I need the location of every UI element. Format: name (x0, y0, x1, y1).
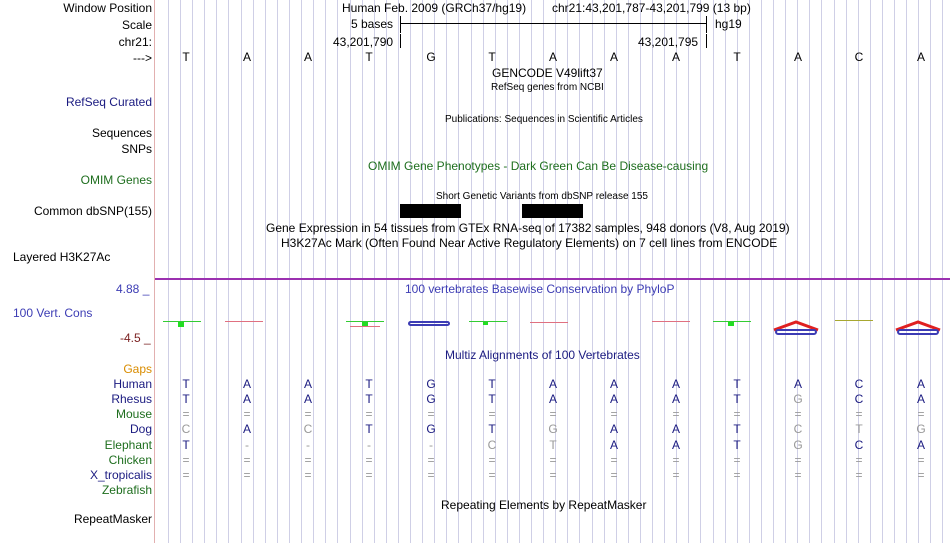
aligned-base: = (243, 453, 251, 467)
aligned-base: G (426, 392, 436, 406)
grid-line (398, 0, 399, 543)
aligned-base: = (917, 407, 925, 421)
conservation-mark (469, 321, 507, 322)
base-letter: A (303, 50, 312, 64)
aligned-base: = (182, 453, 190, 467)
aligned-base: C (854, 392, 864, 406)
aligned-base: = (672, 453, 680, 467)
base-letter: A (609, 50, 618, 64)
window-position-label: Window Position (63, 1, 152, 15)
aligned-base: A (303, 377, 312, 391)
aligned-base: = (427, 468, 435, 482)
grid-line (337, 0, 338, 543)
grid-line (894, 0, 895, 543)
aligned-base: A (303, 392, 312, 406)
aligned-base: = (243, 468, 251, 482)
base-letter: A (916, 50, 925, 64)
aligned-base: T (488, 377, 496, 391)
aligned-base: = (610, 453, 618, 467)
aligned-base: T (182, 392, 190, 406)
grid-line (640, 0, 641, 543)
aligned-base: = (733, 453, 741, 467)
species-label[interactable]: Gaps (123, 362, 152, 376)
chromosome-label: chr21: (118, 35, 152, 49)
aligned-base: T (733, 392, 741, 406)
aligned-base: T (365, 392, 373, 406)
aligned-base: C (487, 438, 497, 452)
aligned-base: = (488, 407, 496, 421)
grid-line (652, 0, 653, 543)
grid-line (289, 0, 290, 543)
omim-genes-label[interactable]: OMIM Genes (80, 173, 152, 187)
aligned-base: = (855, 453, 863, 467)
aligned-base: = (488, 468, 496, 482)
common-dbsnp-label[interactable]: Common dbSNP(155) (33, 204, 152, 218)
aligned-base: = (488, 453, 496, 467)
grid-line (386, 0, 387, 543)
aligned-base: T (365, 377, 373, 391)
omim-track-title[interactable]: OMIM Gene Phenotypes - Dark Green Can Be Disease-causing (368, 159, 709, 173)
coordinate-tick-left (400, 34, 401, 48)
aligned-base: G (793, 438, 803, 452)
grid-line (350, 0, 351, 543)
base-letter: T (182, 50, 190, 64)
grid-line (846, 0, 847, 543)
aligned-base: = (365, 407, 373, 421)
species-label[interactable]: Human (113, 377, 152, 391)
aligned-base: A (916, 377, 925, 391)
conservation-logo (772, 320, 820, 336)
species-label[interactable]: Dog (129, 422, 152, 436)
aligned-base: T (488, 422, 496, 436)
phylop-min-value: -4.5 _ (120, 331, 151, 345)
aligned-base: G (916, 422, 926, 436)
gencode-track-title[interactable]: GENCODE V49lift37 (492, 66, 603, 80)
aligned-base: A (916, 438, 925, 452)
grid-line (688, 0, 689, 543)
aligned-base: = (733, 407, 741, 421)
scale-bar (400, 16, 707, 33)
grid-line (410, 0, 411, 543)
aligned-base: = (855, 468, 863, 482)
grid-line (168, 0, 169, 543)
position-range[interactable]: chr21:43,201,787-43,201,799 (13 bp) (552, 1, 751, 15)
aligned-base: A (671, 438, 680, 452)
grid-line (277, 0, 278, 543)
grid-line (749, 0, 750, 543)
grid-line (700, 0, 701, 543)
aligned-base: = (549, 407, 557, 421)
aligned-base: C (854, 377, 864, 391)
conservation-mark (408, 321, 450, 326)
aligned-base: = (304, 453, 312, 467)
base-letter: C (854, 50, 864, 64)
aligned-base: A (916, 392, 925, 406)
aligned-base: A (609, 377, 618, 391)
aligned-base: A (671, 377, 680, 391)
gtex-track-title[interactable]: Gene Expression in 54 tissues from GTEx RNA-seq of 17382 samples, 948 donors (V8, Aug 2019) (266, 221, 790, 235)
phylop-track-title[interactable]: 100 vertebrates Basewise Conservation by PhyloP (405, 282, 675, 296)
grid-line (458, 0, 459, 543)
aligned-base: - (306, 438, 310, 452)
aligned-base: T (182, 438, 190, 452)
grid-line (882, 0, 883, 543)
h3k27ac-track-title[interactable]: H3K27Ac Mark (Often Found Near Active Regulatory Elements) on 7 cell lines from ENCODE (281, 236, 778, 250)
base-letter: A (671, 50, 680, 64)
grid-line (325, 0, 326, 543)
conservation-mark (728, 322, 734, 326)
species-label[interactable]: Chicken (108, 453, 152, 467)
conservation-mark (483, 322, 488, 325)
conservation-mark (835, 320, 873, 321)
aligned-base: T (733, 438, 741, 452)
coordinate-tick-right (706, 34, 707, 48)
aligned-base: = (304, 468, 312, 482)
grid-line (773, 0, 774, 543)
conservation-mark (350, 326, 380, 327)
aligned-base: T (733, 377, 741, 391)
base-letter: T (365, 50, 373, 64)
grid-line (809, 0, 810, 543)
base-letter: A (793, 50, 802, 64)
aligned-base: = (917, 453, 925, 467)
aligned-base: = (672, 407, 680, 421)
aligned-base: = (427, 453, 435, 467)
aligned-base: G (793, 392, 803, 406)
aligned-base: A (671, 422, 680, 436)
aligned-base: C (854, 438, 864, 452)
base-letter: T (733, 50, 741, 64)
refseq-curated-label[interactable]: RefSeq Curated (65, 95, 152, 109)
grid-line (628, 0, 629, 543)
grid-line (785, 0, 786, 543)
aligned-base: A (242, 392, 251, 406)
aligned-base: = (794, 407, 802, 421)
aligned-base: A (548, 377, 557, 391)
aligned-base: A (609, 422, 618, 436)
aligned-base: - (429, 438, 433, 452)
aligned-base: A (671, 392, 680, 406)
grid-line (664, 0, 665, 543)
aligned-base: A (548, 392, 557, 406)
aligned-base: A (242, 422, 251, 436)
refseq-track-title[interactable]: RefSeq genes from NCBI (491, 82, 604, 93)
phylop-label[interactable]: 100 Vert. Cons (13, 306, 93, 320)
aligned-base: = (243, 407, 251, 421)
aligned-base: = (855, 407, 863, 421)
coordinate-left: 43,201,790 (333, 35, 394, 49)
grid-line (942, 0, 943, 543)
grid-line (821, 0, 822, 543)
aligned-base: T (488, 392, 496, 406)
sequences-label[interactable]: Sequences (91, 126, 152, 140)
base-letter: A (242, 50, 251, 64)
aligned-base: = (610, 407, 618, 421)
aligned-base: A (609, 392, 618, 406)
base-letter: A (548, 50, 557, 64)
repeatmasker-label[interactable]: RepeatMasker (73, 512, 152, 526)
strand-label: ---> (133, 51, 152, 65)
base-letter: T (488, 50, 496, 64)
grid-line (713, 0, 714, 543)
aligned-base: G (426, 377, 436, 391)
aligned-base: - (367, 438, 371, 452)
species-label[interactable]: Mouse (115, 407, 152, 421)
grid-line (725, 0, 726, 543)
aligned-base: T (549, 438, 557, 452)
aligned-base: = (733, 468, 741, 482)
aligned-base: = (794, 468, 802, 482)
aligned-base: T (365, 422, 373, 436)
scale-label: Scale (121, 18, 152, 32)
grid-line (761, 0, 762, 543)
conservation-mark (530, 322, 568, 323)
aligned-base: = (549, 468, 557, 482)
aligned-base: T (182, 377, 190, 391)
aligned-base: = (182, 407, 190, 421)
aligned-base: = (549, 453, 557, 467)
aligned-base: = (182, 468, 190, 482)
grid-line (446, 0, 447, 543)
snps-label[interactable]: SNPs (121, 142, 152, 156)
aligned-base: T (855, 422, 863, 436)
grid-line (870, 0, 871, 543)
publications-track-title[interactable]: Publications: Sequences in Scientific Articles (445, 114, 643, 125)
species-label[interactable]: Zebrafish (101, 483, 152, 497)
grid-line (471, 0, 472, 543)
grid-line (216, 0, 217, 543)
scale-db: hg19 (715, 17, 742, 31)
aligned-base: T (733, 422, 741, 436)
scale-text: 5 bases (351, 17, 394, 31)
grid-line (834, 0, 835, 543)
conservation-mark (225, 321, 263, 322)
species-label[interactable]: Rhesus (111, 392, 152, 406)
grid-line (228, 0, 229, 543)
assembly-name[interactable]: Human Feb. 2009 (GRCh37/hg19) (342, 1, 527, 15)
track-group-divider (155, 278, 950, 280)
grid-line (906, 0, 907, 543)
aligned-base: = (365, 453, 373, 467)
aligned-base: C (793, 422, 803, 436)
label-column-divider (154, 0, 155, 543)
aligned-base: = (365, 468, 373, 482)
aligned-base: = (304, 407, 312, 421)
species-label[interactable]: Elephant (104, 438, 152, 452)
conservation-mark (178, 322, 184, 327)
aligned-base: = (794, 453, 802, 467)
aligned-base: A (793, 377, 802, 391)
aligned-base: = (672, 468, 680, 482)
aligned-base: G (548, 422, 558, 436)
aligned-base: C (303, 422, 313, 436)
layered-h3k27ac-label[interactable]: Layered H3K27Ac (13, 250, 111, 264)
species-label[interactable]: X_tropicalis (89, 468, 152, 482)
conservation-mark (652, 321, 690, 322)
aligned-base: G (426, 422, 436, 436)
coordinate-right: 43,201,795 (638, 35, 699, 49)
aligned-base: C (181, 422, 191, 436)
aligned-base: = (427, 407, 435, 421)
snp-feature[interactable] (522, 204, 583, 218)
grid-line (204, 0, 205, 543)
multiz-track-title[interactable]: Multiz Alignments of 100 Vertebrates (445, 348, 640, 362)
phylop-max-value: 4.88 _ (116, 282, 150, 296)
grid-line (265, 0, 266, 543)
aligned-base: - (245, 438, 249, 452)
aligned-base: = (610, 468, 618, 482)
repeatmasker-track-title[interactable]: Repeating Elements by RepeatMasker (441, 498, 647, 512)
aligned-base: A (242, 377, 251, 391)
conservation-logo (894, 320, 942, 336)
aligned-base: A (609, 438, 618, 452)
base-letter: G (426, 50, 436, 64)
snp-feature[interactable] (400, 204, 461, 218)
aligned-base: = (917, 468, 925, 482)
dbsnp-track-title[interactable]: Short Genetic Variants from dbSNP release 155 (436, 191, 648, 202)
